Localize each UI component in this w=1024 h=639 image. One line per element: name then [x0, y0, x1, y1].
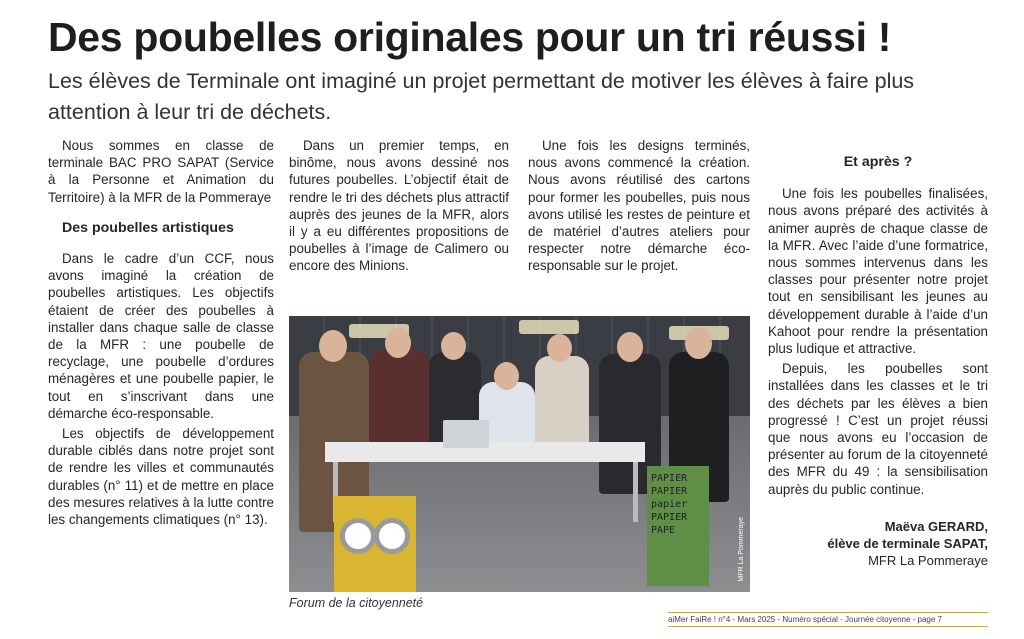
column-1 — [48, 137, 274, 528]
minion-eye-icon — [340, 518, 376, 554]
person-head — [685, 328, 712, 359]
article-title: Des poubelles originales pour un tri réussi ! — [48, 14, 892, 60]
person-head — [494, 362, 519, 390]
paragraph: Une fois les poubelles finalisées, nous avons préparé des activités à animer auprès de chaque classe de la MFR. Avec l’aide d’une formatrice, nous sommes intervenus dans les classes pour présenter notre projet tout en sensibilisant les jeunes au développement durable à l’aide d’un Kahoot pour rendre la présentation plus ludique et attractive. — [768, 186, 988, 357]
article-subtitle: Les élèves de Terminale ont imaginé un projet permettant de motiver les élèves à faire plus attention à leur tri de déchets. — [48, 69, 915, 124]
section-heading: Des poubelles artistiques — [62, 219, 234, 236]
photo-caption: Forum de la citoyenneté — [289, 596, 424, 610]
paragraph: Depuis, les poubelles sont installées dans les classes et le tri des déchets par les élèves a bien progressé ! C’est un projet réussi que nous avons eu l’occasion de présenter au forum de la citoyenneté des MFR du 49 : la sensibilisation auprès du public continue. — [768, 361, 988, 497]
bin-label: PAPIER — [651, 486, 688, 497]
column-3 — [528, 137, 750, 275]
page-footer: aiMer FaiRe ! n°4 - Mars 2025 - Numéro spécial - Journée citoyenne - page 7 — [668, 612, 988, 627]
laptop — [443, 420, 489, 448]
paragraph: Dans un premier temps, en binôme, nous avons dessiné nos futures poubelles. L’objectif était de rendre le tri des déchets plus attractif auprès des jeunes de la MFR, alors il y a eu différentes propositions de poubelles à l’image de Calimero ou encore des Minions. — [289, 138, 509, 274]
table-leg — [633, 462, 638, 522]
author-name: Maëva GERARD, — [884, 518, 988, 534]
person-head — [547, 334, 572, 362]
person-head — [441, 332, 466, 360]
column-4 — [768, 154, 988, 569]
column-2 — [289, 137, 509, 275]
person — [535, 356, 589, 450]
bin-label: papier — [651, 499, 688, 510]
bin-label: PAPIER — [651, 512, 688, 523]
person — [369, 350, 429, 450]
author-role: élève de terminale SAPAT, — [827, 536, 988, 552]
signature — [768, 518, 988, 570]
minion-eye-icon — [374, 518, 410, 554]
person-head — [617, 332, 643, 362]
article-photo — [289, 316, 750, 592]
paragraph: Dans le cadre d’un CCF, nous avons imaginé la création de poubelles artistiques. Les objectifs étaient de créer des poubelles à installer dans chaque salle de classe de la MFR : une poubelle de recyclage, une poubelle d’ordures ménagères et une poubelle papier, le tout en s’inscrivant dans une démarche éco-responsable. — [48, 251, 274, 421]
paragraph: Nous sommes en classe de terminale BAC PRO SAPAT (Service à la Personne et Animation du Territoire) à la MFR de la Pommeraye — [48, 138, 274, 205]
photo-credit: MFR La Pommeraye — [738, 517, 745, 582]
bin-label: PAPIER — [651, 473, 688, 484]
minion-bin — [334, 496, 416, 592]
paper-bin — [647, 466, 709, 586]
person-head — [385, 328, 411, 358]
section-heading: Et après ? — [843, 154, 913, 170]
person-head — [319, 330, 347, 362]
ceiling-light — [519, 320, 579, 334]
bin-label: PAPE — [651, 525, 676, 536]
paragraph: Les objectifs de développement durable ciblés dans notre projet sont de rendre les villes et communautés durables (n° 11) et de mettre en place des mesures relatives à la lutte contre les changements climatiques (n° 13). — [48, 426, 274, 528]
paragraph: Une fois les designs terminés, nous avons commencé la création. Nous avons réutilisé des cartons pour former les poubelles, puis nous avons utilisé les restes de peinture et de matériel d’autres ateliers pour respecter notre démarche éco-responsable sur le projet. — [528, 138, 750, 274]
author-school: MFR La Pommeraye — [868, 553, 988, 569]
